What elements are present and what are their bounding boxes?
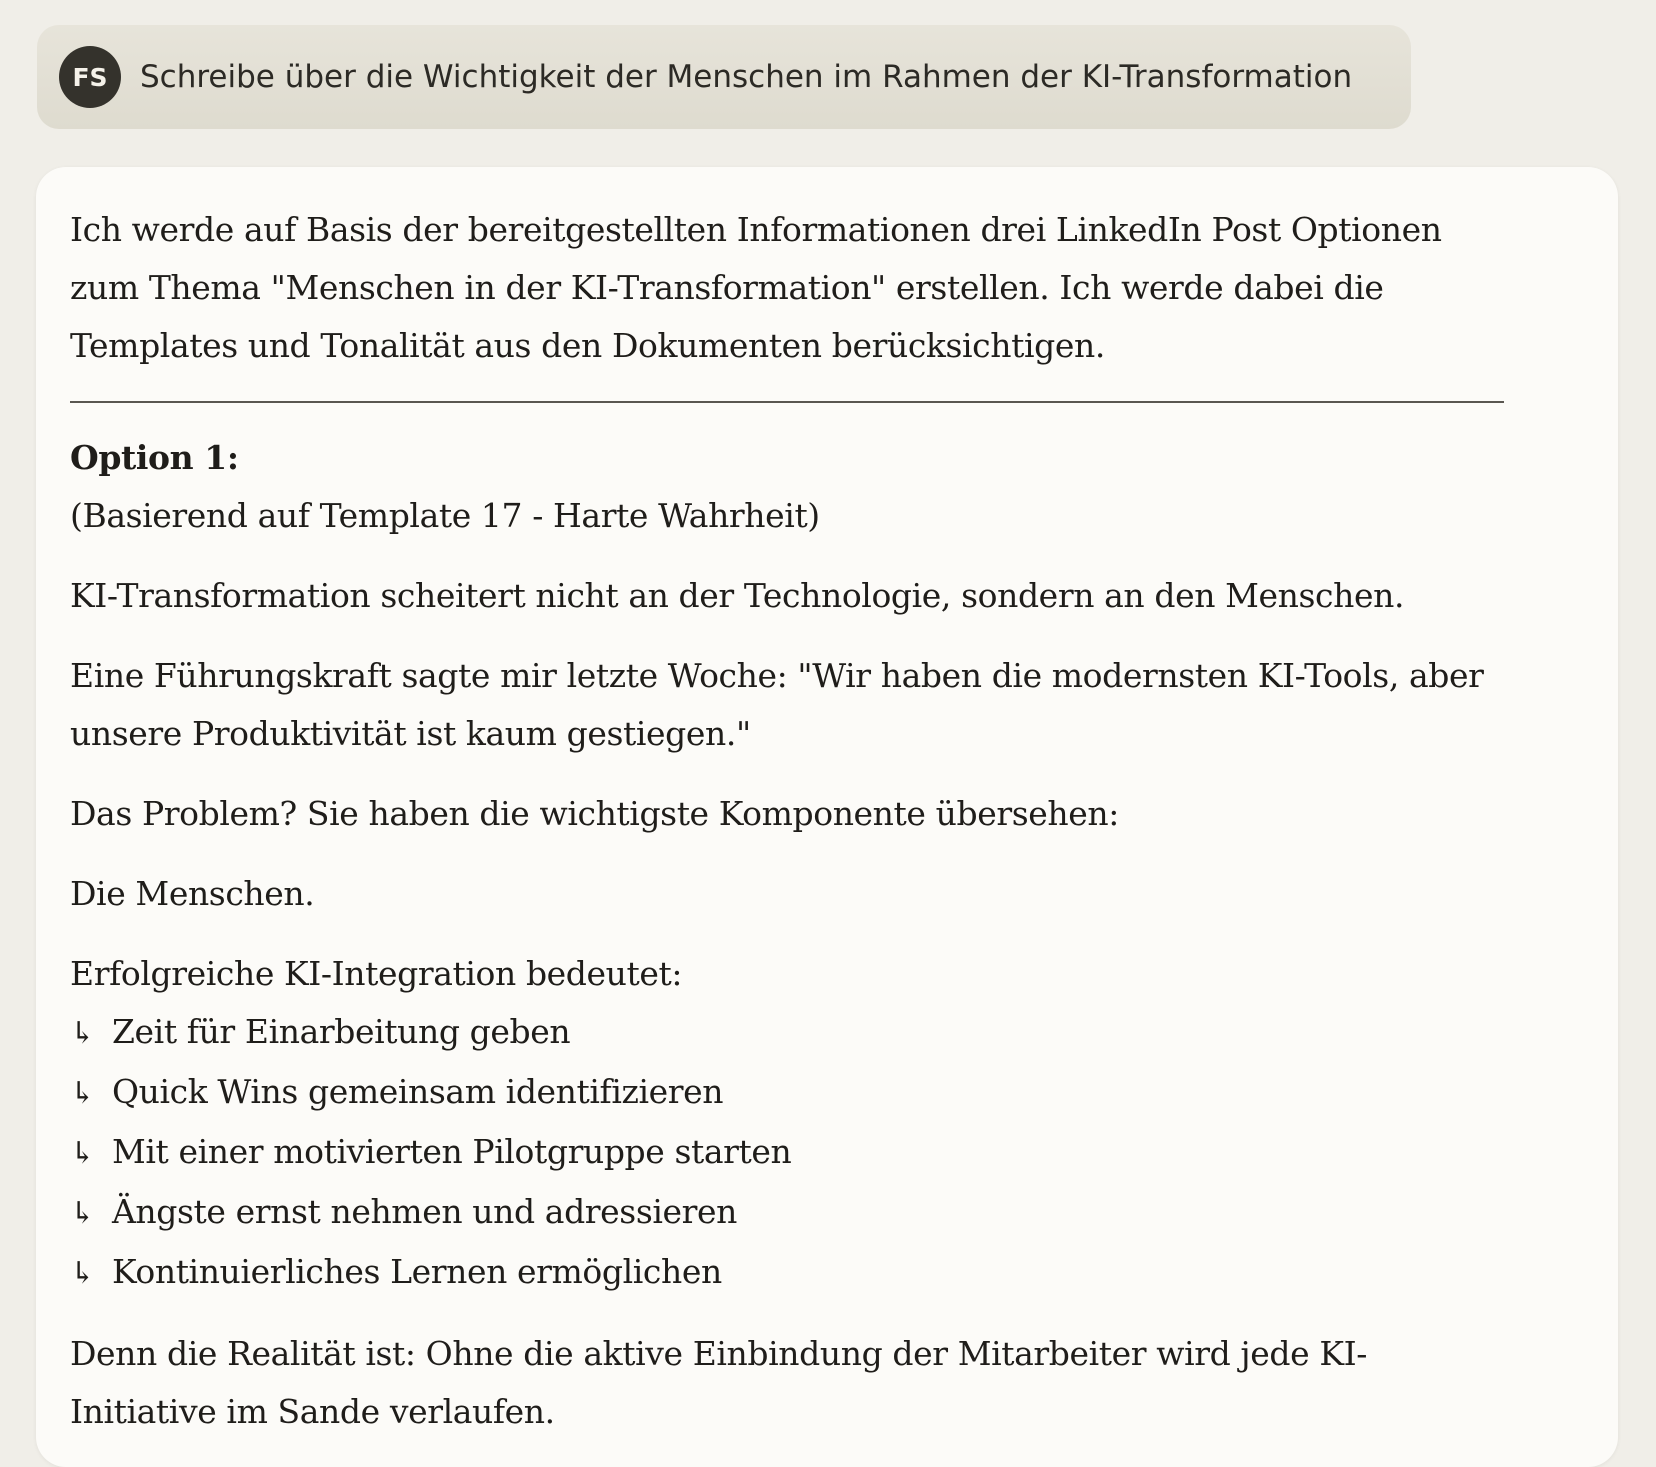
list-item-text: Mit einer motivierten Pilotgruppe starten xyxy=(112,1132,792,1171)
list-item-text: Kontinuierliches Lernen ermöglichen xyxy=(112,1252,722,1291)
paragraph-1: KI-Transformation scheitert nicht an der Technologie, sondern an den Menschen. xyxy=(70,576,1405,615)
intro-paragraph: Ich werde auf Basis der bereitgestellten Informationen drei LinkedIn Post Optionen zum Thema "Menschen in der KI-Transformation" erstellen. Ich werde dabei die Templates und Tonalität aus den Dokumenten berücksichtigen. xyxy=(70,210,1442,365)
option-title: Option 1: xyxy=(70,438,239,477)
divider xyxy=(70,401,1504,403)
response-content xyxy=(70,201,1510,1441)
return-arrow-icon: ↳ xyxy=(70,1196,95,1231)
return-arrow-icon: ↳ xyxy=(70,1016,95,1051)
paragraph-4: Die Menschen. xyxy=(70,874,315,913)
user-message-text: Schreibe über die Wichtigkeit der Menschen im Rahmen der KI-Transformation xyxy=(140,59,1353,95)
return-arrow-icon: ↳ xyxy=(70,1136,95,1171)
return-arrow-icon: ↳ xyxy=(70,1076,95,1111)
paragraph-3: Das Problem? Sie haben die wichtigste Komponente übersehen: xyxy=(70,794,1119,833)
list-item xyxy=(70,1003,1510,1063)
list-item xyxy=(70,1183,1510,1243)
list-item xyxy=(70,1063,1510,1123)
list-item-text: Ängste ernst nehmen und adressieren xyxy=(112,1192,738,1231)
paragraph-2: Eine Führungskraft sagte mir letzte Woche: "Wir haben die modernsten KI-Tools, aber unsere Produktivität ist kaum gestiegen." xyxy=(70,656,1484,753)
paragraph-5: Denn die Realität ist: Ohne die aktive Einbindung der Mitarbeiter wird jede KI-Initiative im Sande verlaufen. xyxy=(70,1334,1367,1431)
list-intro: Erfolgreiche KI-Integration bedeutet: xyxy=(70,954,683,993)
bullet-list xyxy=(70,1003,1510,1303)
assistant-response xyxy=(36,167,1618,1467)
user-message xyxy=(37,25,1411,129)
list-item-text: Quick Wins gemeinsam identifizieren xyxy=(112,1072,724,1111)
list-item xyxy=(70,1243,1510,1303)
list-item xyxy=(70,1123,1510,1183)
return-arrow-icon: ↳ xyxy=(70,1256,95,1291)
option-subtitle: (Basierend auf Template 17 - Harte Wahrheit) xyxy=(70,496,820,535)
user-avatar[interactable]: FS xyxy=(59,46,121,108)
list-item-text: Zeit für Einarbeitung geben xyxy=(112,1012,571,1051)
